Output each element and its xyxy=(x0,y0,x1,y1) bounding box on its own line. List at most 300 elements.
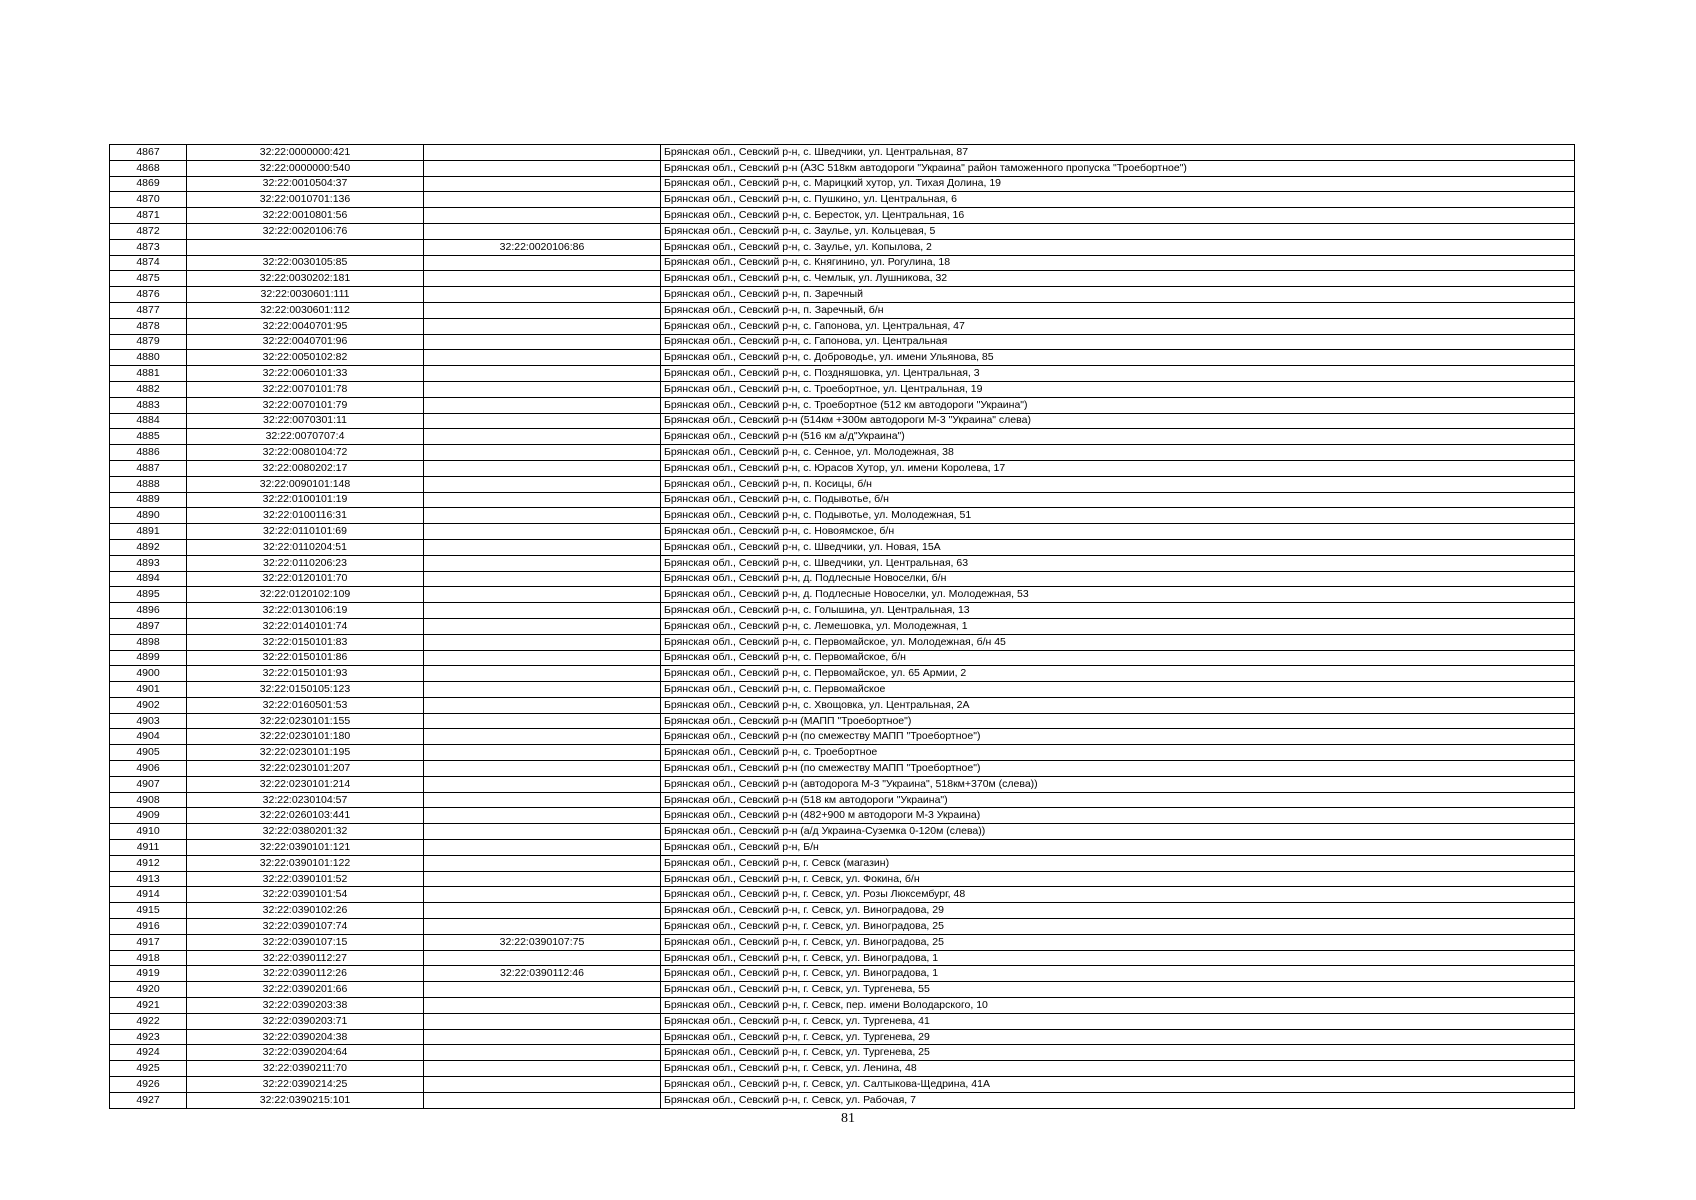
row-number-cell: 4927 xyxy=(110,1092,187,1108)
row-number-cell: 4872 xyxy=(110,223,187,239)
cadastral-number-secondary-cell xyxy=(424,1013,661,1029)
address-cell: Брянская обл., Севский р-н, с. Хвощовка, ул. Центральная, 2А xyxy=(661,697,1575,713)
cadastral-number-cell: 32:22:0110101:69 xyxy=(187,524,424,540)
cadastral-number-secondary-cell xyxy=(424,950,661,966)
table-row xyxy=(110,1092,1575,1108)
cadastral-number-cell: 32:22:0390107:74 xyxy=(187,919,424,935)
address-cell: Брянская обл., Севский р-н, г. Севск, ул. Виноградова, 1 xyxy=(661,950,1575,966)
cadastral-number-secondary-cell xyxy=(424,903,661,919)
cadastral-number-cell: 32:22:0390203:38 xyxy=(187,998,424,1014)
address-cell: Брянская обл., Севский р-н, г. Севск, ул. Тургенева, 55 xyxy=(661,982,1575,998)
table-row xyxy=(110,871,1575,887)
address-cell: Брянская обл., Севский р-н (482+900 м автодороги М-3 Украина) xyxy=(661,808,1575,824)
address-cell: Брянская обл., Севский р-н, г. Севск, ул. Тургенева, 29 xyxy=(661,1029,1575,1045)
address-cell: Брянская обл., Севский р-н, г. Севск, ул. Рабочая, 7 xyxy=(661,1092,1575,1108)
address-cell: Брянская обл., Севский р-н, с. Чемлык, ул. Лушникова, 32 xyxy=(661,271,1575,287)
row-number-cell: 4890 xyxy=(110,508,187,524)
cadastral-number-cell: 32:22:0390101:122 xyxy=(187,855,424,871)
cadastral-number-cell: 32:22:0230101:180 xyxy=(187,729,424,745)
cadastral-number-secondary-cell xyxy=(424,366,661,382)
cadastral-number-cell: 32:22:0380201:32 xyxy=(187,824,424,840)
address-cell: Брянская обл., Севский р-н, с. Подывотье, б/н xyxy=(661,492,1575,508)
table-row xyxy=(110,603,1575,619)
table-row xyxy=(110,287,1575,303)
cadastral-number-cell: 32:22:0390214:25 xyxy=(187,1077,424,1093)
address-cell: Брянская обл., Севский р-н, г. Севск, ул. Тургенева, 41 xyxy=(661,1013,1575,1029)
cadastral-number-secondary-cell xyxy=(424,460,661,476)
cadastral-number-secondary-cell xyxy=(424,919,661,935)
cadastral-number-secondary-cell xyxy=(424,682,661,698)
row-number-cell: 4917 xyxy=(110,934,187,950)
address-cell: Брянская обл., Севский р-н (518 км автодороги "Украина") xyxy=(661,792,1575,808)
address-cell: Брянская обл., Севский р-н, с. Гапонова, ул. Центральная xyxy=(661,334,1575,350)
table-row xyxy=(110,745,1575,761)
row-number-cell: 4875 xyxy=(110,271,187,287)
table-row xyxy=(110,492,1575,508)
cadastral-number-cell: 32:22:0110206:23 xyxy=(187,555,424,571)
cadastral-number-cell xyxy=(187,239,424,255)
cadastral-number-cell: 32:22:0150101:86 xyxy=(187,650,424,666)
cadastral-number-cell: 32:22:0100101:19 xyxy=(187,492,424,508)
row-number-cell: 4900 xyxy=(110,666,187,682)
table-row xyxy=(110,998,1575,1014)
cadastral-number-cell: 32:22:0160501:53 xyxy=(187,697,424,713)
address-cell: Брянская обл., Севский р-н, с. Юрасов Хутор, ул. имени Королева, 17 xyxy=(661,460,1575,476)
table-row xyxy=(110,255,1575,271)
cadastral-number-secondary-cell xyxy=(424,697,661,713)
table-row xyxy=(110,160,1575,176)
cadastral-number-cell: 32:22:0080202:17 xyxy=(187,460,424,476)
cadastral-number-secondary-cell xyxy=(424,808,661,824)
row-number-cell: 4911 xyxy=(110,840,187,856)
cadastral-number-cell: 32:22:0390101:54 xyxy=(187,887,424,903)
table-row xyxy=(110,176,1575,192)
address-cell: Брянская обл., Севский р-н (по смежеству МАПП "Троебортное") xyxy=(661,761,1575,777)
table-row xyxy=(110,840,1575,856)
cadastral-number-secondary-cell xyxy=(424,761,661,777)
cadastral-number-secondary-cell: 32:22:0390107:75 xyxy=(424,934,661,950)
cadastral-number-cell: 32:22:0390211:70 xyxy=(187,1061,424,1077)
cadastral-number-cell: 32:22:0070101:78 xyxy=(187,381,424,397)
row-number-cell: 4883 xyxy=(110,397,187,413)
cadastral-number-cell: 32:22:0230101:195 xyxy=(187,745,424,761)
cadastral-number-secondary-cell xyxy=(424,840,661,856)
table-row xyxy=(110,1077,1575,1093)
cadastral-number-secondary-cell xyxy=(424,350,661,366)
cadastral-number-secondary-cell xyxy=(424,871,661,887)
cadastral-number-cell: 32:22:0260103:441 xyxy=(187,808,424,824)
cadastral-number-secondary-cell xyxy=(424,223,661,239)
cadastral-number-secondary-cell xyxy=(424,603,661,619)
cadastral-number-secondary-cell xyxy=(424,539,661,555)
cadastral-number-secondary-cell xyxy=(424,729,661,745)
table-row xyxy=(110,855,1575,871)
cadastral-number-cell: 32:22:0150105:123 xyxy=(187,682,424,698)
row-number-cell: 4902 xyxy=(110,697,187,713)
cadastral-number-secondary-cell xyxy=(424,429,661,445)
address-cell: Брянская обл., Севский р-н, п. Косицы, б/н xyxy=(661,476,1575,492)
cadastral-number-secondary-cell xyxy=(424,1077,661,1093)
row-number-cell: 4869 xyxy=(110,176,187,192)
table-row xyxy=(110,1013,1575,1029)
row-number-cell: 4892 xyxy=(110,539,187,555)
row-number-cell: 4915 xyxy=(110,903,187,919)
table-row xyxy=(110,1029,1575,1045)
table-row xyxy=(110,934,1575,950)
row-number-cell: 4919 xyxy=(110,966,187,982)
row-number-cell: 4923 xyxy=(110,1029,187,1045)
row-number-cell: 4868 xyxy=(110,160,187,176)
cadastral-number-cell: 32:22:0140101:74 xyxy=(187,618,424,634)
cadastral-number-secondary-cell xyxy=(424,318,661,334)
cadastral-number-cell: 32:22:0150101:83 xyxy=(187,634,424,650)
table-row xyxy=(110,1061,1575,1077)
table-row xyxy=(110,524,1575,540)
address-cell: Брянская обл., Севский р-н, с. Троебортное, ул. Центральная, 19 xyxy=(661,381,1575,397)
cadastral-number-cell: 32:22:0000000:421 xyxy=(187,145,424,161)
table-row xyxy=(110,381,1575,397)
table-row xyxy=(110,429,1575,445)
cadastral-number-secondary-cell xyxy=(424,508,661,524)
row-number-cell: 4882 xyxy=(110,381,187,397)
cadastral-number-cell: 32:22:0010801:56 xyxy=(187,208,424,224)
cadastral-number-secondary-cell xyxy=(424,887,661,903)
table-row xyxy=(110,697,1575,713)
address-cell: Брянская обл., Севский р-н, г. Севск, ул. Виноградова, 29 xyxy=(661,903,1575,919)
address-cell: Брянская обл., Севский р-н, г. Севск, ул. Розы Люксембург, 48 xyxy=(661,887,1575,903)
address-cell: Брянская обл., Севский р-н (514км +300м автодороги М-3 "Украина" слева) xyxy=(661,413,1575,429)
cadastral-number-cell: 32:22:0390101:121 xyxy=(187,840,424,856)
cadastral-number-cell: 32:22:0090101:148 xyxy=(187,476,424,492)
cadastral-number-secondary-cell xyxy=(424,381,661,397)
cadastral-number-secondary-cell xyxy=(424,476,661,492)
table-row xyxy=(110,460,1575,476)
cadastral-number-secondary-cell xyxy=(424,634,661,650)
row-number-cell: 4920 xyxy=(110,982,187,998)
table-row xyxy=(110,350,1575,366)
cadastral-number-secondary-cell xyxy=(424,492,661,508)
row-number-cell: 4885 xyxy=(110,429,187,445)
table-row xyxy=(110,587,1575,603)
address-cell: Брянская обл., Севский р-н (АЗС 518км автодороги "Украина" район таможенного пропуска "Троебортное") xyxy=(661,160,1575,176)
cadastral-number-secondary-cell xyxy=(424,776,661,792)
row-number-cell: 4926 xyxy=(110,1077,187,1093)
row-number-cell: 4912 xyxy=(110,855,187,871)
cadastral-number-secondary-cell xyxy=(424,445,661,461)
row-number-cell: 4916 xyxy=(110,919,187,935)
table-row xyxy=(110,887,1575,903)
cadastral-number-cell: 32:22:0390107:15 xyxy=(187,934,424,950)
cadastral-number-cell: 32:22:0230101:207 xyxy=(187,761,424,777)
cadastral-number-cell: 32:22:0070301:11 xyxy=(187,413,424,429)
cadastral-number-secondary-cell xyxy=(424,666,661,682)
table-row xyxy=(110,729,1575,745)
cadastral-number-secondary-cell: 32:22:0020106:86 xyxy=(424,239,661,255)
address-cell: Брянская обл., Севский р-н, с. Первомайское, ул. 65 Армии, 2 xyxy=(661,666,1575,682)
table-row xyxy=(110,950,1575,966)
row-number-cell: 4914 xyxy=(110,887,187,903)
row-number-cell: 4909 xyxy=(110,808,187,824)
address-cell: Брянская обл., Севский р-н, с. Сенное, ул. Молодежная, 38 xyxy=(661,445,1575,461)
cadastral-number-secondary-cell xyxy=(424,555,661,571)
table-row xyxy=(110,192,1575,208)
cadastral-number-secondary-cell xyxy=(424,413,661,429)
cadastral-number-cell: 32:22:0390101:52 xyxy=(187,871,424,887)
page-number: 81 xyxy=(841,1111,855,1126)
table-row xyxy=(110,539,1575,555)
cadastral-number-secondary-cell xyxy=(424,824,661,840)
address-cell: Брянская обл., Севский р-н, с. Пушкино, ул. Центральная, 6 xyxy=(661,192,1575,208)
row-number-cell: 4896 xyxy=(110,603,187,619)
address-cell: Брянская обл., Севский р-н, Б/н xyxy=(661,840,1575,856)
table-row xyxy=(110,1045,1575,1061)
address-cell: Брянская обл., Севский р-н (а/д Украина-Суземка 0-120м (слева)) xyxy=(661,824,1575,840)
table-row xyxy=(110,919,1575,935)
cadastral-number-secondary-cell xyxy=(424,745,661,761)
cadastral-number-cell: 32:22:0390112:26 xyxy=(187,966,424,982)
cadastral-number-secondary-cell xyxy=(424,713,661,729)
table-row xyxy=(110,761,1575,777)
address-cell: Брянская обл., Севский р-н, с. Подывотье, ул. Молодежная, 51 xyxy=(661,508,1575,524)
table-row xyxy=(110,982,1575,998)
cadastral-number-cell: 32:22:0030601:112 xyxy=(187,302,424,318)
row-number-cell: 4899 xyxy=(110,650,187,666)
table-row xyxy=(110,571,1575,587)
cadastral-number-secondary-cell xyxy=(424,145,661,161)
cadastral-number-cell: 32:22:0030105:85 xyxy=(187,255,424,271)
table-row xyxy=(110,271,1575,287)
table-row xyxy=(110,366,1575,382)
cadastral-number-secondary-cell xyxy=(424,650,661,666)
cadastral-number-cell: 32:22:0070707:4 xyxy=(187,429,424,445)
cadastral-number-secondary-cell xyxy=(424,982,661,998)
address-cell: Брянская обл., Севский р-н, г. Севск, ул. Виноградова, 25 xyxy=(661,934,1575,950)
address-cell: Брянская обл., Севский р-н, с. Первомайское, ул. Молодежная, б/н 45 xyxy=(661,634,1575,650)
address-cell: Брянская обл., Севский р-н, с. Марицкий хутор, ул. Тихая Долина, 19 xyxy=(661,176,1575,192)
cadastral-number-cell: 32:22:0010701:136 xyxy=(187,192,424,208)
cadastral-number-cell: 32:22:0150101:93 xyxy=(187,666,424,682)
row-number-cell: 4887 xyxy=(110,460,187,476)
address-cell: Брянская обл., Севский р-н, г. Севск, ул. Ленина, 48 xyxy=(661,1061,1575,1077)
table-row xyxy=(110,145,1575,161)
address-cell: Брянская обл., Севский р-н, с. Троебортное xyxy=(661,745,1575,761)
row-number-cell: 4867 xyxy=(110,145,187,161)
row-number-cell: 4873 xyxy=(110,239,187,255)
row-number-cell: 4877 xyxy=(110,302,187,318)
row-number-cell: 4880 xyxy=(110,350,187,366)
table-row xyxy=(110,808,1575,824)
cadastral-number-cell: 32:22:0230104:57 xyxy=(187,792,424,808)
cadastral-number-secondary-cell xyxy=(424,192,661,208)
cadastral-number-cell: 32:22:0100116:31 xyxy=(187,508,424,524)
address-cell: Брянская обл., Севский р-н, с. Первомайское xyxy=(661,682,1575,698)
row-number-cell: 4889 xyxy=(110,492,187,508)
address-cell: Брянская обл., Севский р-н, п. Заречный xyxy=(661,287,1575,303)
address-cell: Брянская обл., Севский р-н, с. Шведчики, ул. Центральная, 87 xyxy=(661,145,1575,161)
cadastral-number-cell: 32:22:0060101:33 xyxy=(187,366,424,382)
address-cell: Брянская обл., Севский р-н, с. Заулье, ул. Кольцевая, 5 xyxy=(661,223,1575,239)
cadastral-number-cell: 32:22:0390201:66 xyxy=(187,982,424,998)
table-row xyxy=(110,682,1575,698)
cadastral-number-secondary-cell xyxy=(424,587,661,603)
table-row xyxy=(110,445,1575,461)
cadastral-number-secondary-cell xyxy=(424,571,661,587)
cadastral-number-cell: 32:22:0390204:38 xyxy=(187,1029,424,1045)
table-row xyxy=(110,776,1575,792)
row-number-cell: 4901 xyxy=(110,682,187,698)
address-cell: Брянская обл., Севский р-н, с. Поздняшовка, ул. Центральная, 3 xyxy=(661,366,1575,382)
cadastral-number-cell: 32:22:0120102:109 xyxy=(187,587,424,603)
address-cell: Брянская обл., Севский р-н, с. Лемешовка, ул. Молодежная, 1 xyxy=(661,618,1575,634)
row-number-cell: 4906 xyxy=(110,761,187,777)
table-row xyxy=(110,903,1575,919)
address-cell: Брянская обл., Севский р-н, с. Первомайское, б/н xyxy=(661,650,1575,666)
table-row xyxy=(110,555,1575,571)
address-cell: Брянская обл., Севский р-н, п. Заречный, б/н xyxy=(661,302,1575,318)
cadastral-number-secondary-cell xyxy=(424,855,661,871)
cadastral-number-secondary-cell xyxy=(424,334,661,350)
cadastral-number-cell: 32:22:0230101:155 xyxy=(187,713,424,729)
row-number-cell: 4918 xyxy=(110,950,187,966)
address-cell: Брянская обл., Севский р-н, с. Гапонова, ул. Центральная, 47 xyxy=(661,318,1575,334)
table-row xyxy=(110,618,1575,634)
table-row xyxy=(110,966,1575,982)
row-number-cell: 4922 xyxy=(110,1013,187,1029)
row-number-cell: 4888 xyxy=(110,476,187,492)
row-number-cell: 4878 xyxy=(110,318,187,334)
row-number-cell: 4870 xyxy=(110,192,187,208)
address-cell: Брянская обл., Севский р-н (516 км а/д"Украина") xyxy=(661,429,1575,445)
address-cell: Брянская обл., Севский р-н (автодорога М-3 "Украина", 518км+370м (слева)) xyxy=(661,776,1575,792)
address-cell: Брянская обл., Севский р-н, г. Севск, ул. Салтыкова-Щедрина, 41А xyxy=(661,1077,1575,1093)
row-number-cell: 4897 xyxy=(110,618,187,634)
cadastral-number-secondary-cell xyxy=(424,792,661,808)
cadastral-number-cell: 32:22:0390112:27 xyxy=(187,950,424,966)
cadastral-number-cell: 32:22:0040701:95 xyxy=(187,318,424,334)
row-number-cell: 4886 xyxy=(110,445,187,461)
table-row xyxy=(110,318,1575,334)
cadastral-number-cell: 32:22:0390215:101 xyxy=(187,1092,424,1108)
cadastral-number-secondary-cell xyxy=(424,1061,661,1077)
address-cell: Брянская обл., Севский р-н, д. Подлесные Новоселки, б/н xyxy=(661,571,1575,587)
cadastral-number-secondary-cell xyxy=(424,302,661,318)
address-cell: Брянская обл., Севский р-н, с. Новоямское, б/н xyxy=(661,524,1575,540)
address-cell: Брянская обл., Севский р-н, с. Шведчики, ул. Центральная, 63 xyxy=(661,555,1575,571)
cadastral-number-secondary-cell xyxy=(424,287,661,303)
row-number-cell: 4910 xyxy=(110,824,187,840)
cadastral-number-cell: 32:22:0390203:71 xyxy=(187,1013,424,1029)
cadastral-number-secondary-cell xyxy=(424,208,661,224)
cadastral-number-cell: 32:22:0080104:72 xyxy=(187,445,424,461)
row-number-cell: 4924 xyxy=(110,1045,187,1061)
table-row xyxy=(110,302,1575,318)
address-cell: Брянская обл., Севский р-н, с. Бересток, ул. Центральная, 16 xyxy=(661,208,1575,224)
cadastral-number-secondary-cell xyxy=(424,255,661,271)
cadastral-number-secondary-cell xyxy=(424,1092,661,1108)
cadastral-number-cell: 32:22:0070101:79 xyxy=(187,397,424,413)
table-row xyxy=(110,666,1575,682)
table-row xyxy=(110,239,1575,255)
cadastral-number-cell: 32:22:0000000:540 xyxy=(187,160,424,176)
cadastral-number-cell: 32:22:0020106:76 xyxy=(187,223,424,239)
cadastral-number-cell: 32:22:0130106:19 xyxy=(187,603,424,619)
row-number-cell: 4894 xyxy=(110,571,187,587)
table-row xyxy=(110,713,1575,729)
row-number-cell: 4913 xyxy=(110,871,187,887)
address-cell: Брянская обл., Севский р-н, с. Доброводье, ул. имени Ульянова, 85 xyxy=(661,350,1575,366)
cadastral-number-cell: 32:22:0230101:214 xyxy=(187,776,424,792)
row-number-cell: 4908 xyxy=(110,792,187,808)
row-number-cell: 4925 xyxy=(110,1061,187,1077)
row-number-cell: 4921 xyxy=(110,998,187,1014)
address-cell: Брянская обл., Севский р-н, с. Заулье, ул. Копылова, 2 xyxy=(661,239,1575,255)
row-number-cell: 4903 xyxy=(110,713,187,729)
cadastral-number-cell: 32:22:0050102:82 xyxy=(187,350,424,366)
row-number-cell: 4879 xyxy=(110,334,187,350)
address-cell: Брянская обл., Севский р-н, с. Княгинино, ул. Рогулина, 18 xyxy=(661,255,1575,271)
table-row xyxy=(110,397,1575,413)
cadastral-number-cell: 32:22:0390102:26 xyxy=(187,903,424,919)
row-number-cell: 4893 xyxy=(110,555,187,571)
table-row xyxy=(110,413,1575,429)
row-number-cell: 4895 xyxy=(110,587,187,603)
row-number-cell: 4871 xyxy=(110,208,187,224)
table-row xyxy=(110,476,1575,492)
table-row xyxy=(110,334,1575,350)
cadastral-number-secondary-cell xyxy=(424,160,661,176)
row-number-cell: 4884 xyxy=(110,413,187,429)
table-row xyxy=(110,792,1575,808)
address-cell: Брянская обл., Севский р-н, с. Голышина, ул. Центральная, 13 xyxy=(661,603,1575,619)
row-number-cell: 4905 xyxy=(110,745,187,761)
cadastral-number-secondary-cell xyxy=(424,1029,661,1045)
cadastral-number-secondary-cell xyxy=(424,1045,661,1061)
registry-table xyxy=(109,144,1575,1109)
registry-table-body xyxy=(110,145,1575,1109)
address-cell: Брянская обл., Севский р-н (МАПП "Троебортное") xyxy=(661,713,1575,729)
address-cell: Брянская обл., Севский р-н, с. Шведчики, ул. Новая, 15А xyxy=(661,539,1575,555)
cadastral-number-cell: 32:22:0110204:51 xyxy=(187,539,424,555)
table-row xyxy=(110,223,1575,239)
address-cell: Брянская обл., Севский р-н, г. Севск, ул. Виноградова, 25 xyxy=(661,919,1575,935)
cadastral-number-secondary-cell xyxy=(424,397,661,413)
row-number-cell: 4907 xyxy=(110,776,187,792)
cadastral-number-cell: 32:22:0040701:96 xyxy=(187,334,424,350)
row-number-cell: 4891 xyxy=(110,524,187,540)
address-cell: Брянская обл., Севский р-н, г. Севск (магазин) xyxy=(661,855,1575,871)
address-cell: Брянская обл., Севский р-н, г. Севск, ул. Тургенева, 25 xyxy=(661,1045,1575,1061)
table-row xyxy=(110,208,1575,224)
table-row xyxy=(110,634,1575,650)
address-cell: Брянская обл., Севский р-н, г. Севск, ул. Виноградова, 1 xyxy=(661,966,1575,982)
cadastral-number-secondary-cell xyxy=(424,176,661,192)
address-cell: Брянская обл., Севский р-н, с. Троебортное (512 км автодороги "Украина") xyxy=(661,397,1575,413)
row-number-cell: 4874 xyxy=(110,255,187,271)
row-number-cell: 4876 xyxy=(110,287,187,303)
table-row xyxy=(110,508,1575,524)
cadastral-number-cell: 32:22:0390204:64 xyxy=(187,1045,424,1061)
address-cell: Брянская обл., Севский р-н, д. Подлесные Новоселки, ул. Молодежная, 53 xyxy=(661,587,1575,603)
address-cell: Брянская обл., Севский р-н, г. Севск, ул. Фокина, б/н xyxy=(661,871,1575,887)
row-number-cell: 4898 xyxy=(110,634,187,650)
row-number-cell: 4904 xyxy=(110,729,187,745)
table-row xyxy=(110,650,1575,666)
address-cell: Брянская обл., Севский р-н, г. Севск, пер. имени Володарского, 10 xyxy=(661,998,1575,1014)
cadastral-number-secondary-cell xyxy=(424,271,661,287)
cadastral-number-secondary-cell xyxy=(424,998,661,1014)
cadastral-number-secondary-cell xyxy=(424,618,661,634)
table-row xyxy=(110,824,1575,840)
